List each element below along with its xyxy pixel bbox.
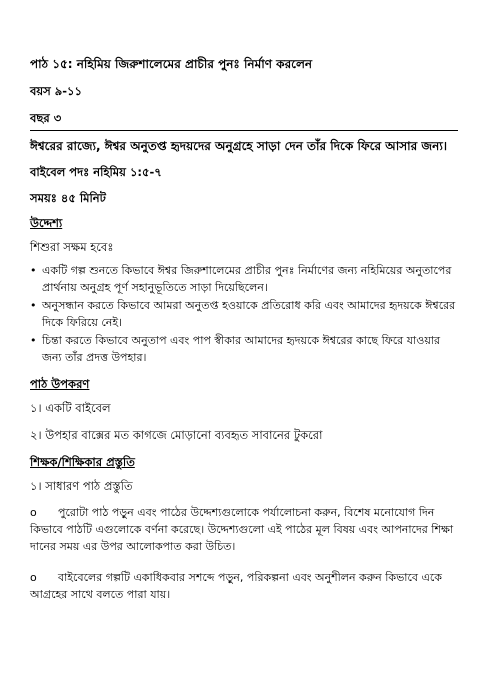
- objective-text: চিন্তা করতে কিভাবে অনুতাপ এবং পাপ স্বীকার আমাদের হৃদয়কে ঈশ্বরের কাছে ফিরে যাওয়ার জন্য তাঁর প্রদত্ত উপহার।: [42, 334, 441, 364]
- circle-bullet-icon: o: [30, 571, 37, 584]
- preparation-subheading: ১। সাধারণ পাঠ প্রস্তুতি: [30, 479, 133, 493]
- list-item: [30, 297, 460, 331]
- objective-text: একটি গল্প শুনতে কিভাবে ঈশ্বর জিরুশালেমের প্রাচীর পুনঃ নির্মাণের জন্য নহিমিয়ের অনুতাপের প্রার্থনায় অনুগ্রহ পূর্ণ সহানুভূতিতে সাড়া দিয়েছিলেন।: [42, 264, 452, 294]
- paragraph-text: পুরোটা পাঠ পড়ুন এবং পাঠের উদ্দেশ্যগুলোকে পর্যালোচনা করুন, বিশেষ মনোযোগ দিন কিভাবে পাঠটি এগুলোকে বর্ণনা করেছে। উদ্দেশ্যগুলো এই পাঠের মূল বিষয় এবং আপনাদের শিক্ষা দানের সময় এর উপর আলোকপাত করা উচিত।: [30, 506, 454, 553]
- material-item: ২। উপহার বাক্সের মত কাগজে মোড়ানো ব্যবহৃত সাবানের টুকরো: [30, 428, 323, 442]
- preparation-paragraph: [30, 569, 460, 603]
- age-range: বয়স ৯-১১: [30, 84, 82, 98]
- bible-passage: বাইবেল পদঃ নহিমিয় ১:৫-৭: [30, 165, 162, 179]
- objective-text: অনুসন্ধান করতে কিভাবে আমরা অনুতপ্ত হওয়াকে প্রতিরোধ করি এবং আমাদের হৃদয়কে ঈশ্বরের দিকে ফিরিয়ে নেই।: [42, 299, 456, 329]
- paragraph-text: বাইবেলের গল্পটি একাধিকবার সশব্দে পড়ুন, পরিকল্পনা এবং অনুশীলন করুন কিভাবে একে আগ্রহের সাথে বলতে পারা যায়।: [30, 571, 442, 601]
- preparation-heading: শিক্ষক/শিক্ষিকার প্রস্তুতি: [30, 455, 135, 469]
- list-item: [30, 262, 460, 296]
- document-page: [30, 56, 460, 603]
- material-item: ১। একটি বাইবেল: [30, 401, 111, 415]
- bullet-icon: •: [30, 299, 37, 312]
- lesson-title: পাঠ ১৫: নহিমিয় জিরুশালেমের প্রাচীর পুনঃ নির্মাণ করলেন: [30, 57, 313, 71]
- bullet-icon: •: [30, 334, 37, 347]
- year-label: বছর ৩: [30, 111, 62, 125]
- objectives-heading: উদ্দেশ্য: [30, 216, 63, 230]
- circle-bullet-icon: o: [30, 506, 37, 519]
- divider-rule: [30, 130, 458, 131]
- objectives-list: [30, 262, 460, 366]
- objectives-intro: শিশুরা সক্ষম হবেঃ: [30, 240, 114, 254]
- lesson-time: সময়ঃ ৪৫ মিনিট: [30, 191, 106, 205]
- lesson-theme: ঈশ্বরের রাজ্যে, ঈশ্বর অনুতপ্ত হৃদয়দের অনুগ্রহে সাড়া দেন তাঁর দিকে ফিরে আসার জন্য।: [30, 139, 448, 153]
- materials-heading: পাঠ উপকরণ: [30, 377, 90, 391]
- list-item: [30, 332, 460, 366]
- preparation-paragraph: [30, 504, 460, 555]
- bullet-icon: •: [30, 264, 37, 277]
